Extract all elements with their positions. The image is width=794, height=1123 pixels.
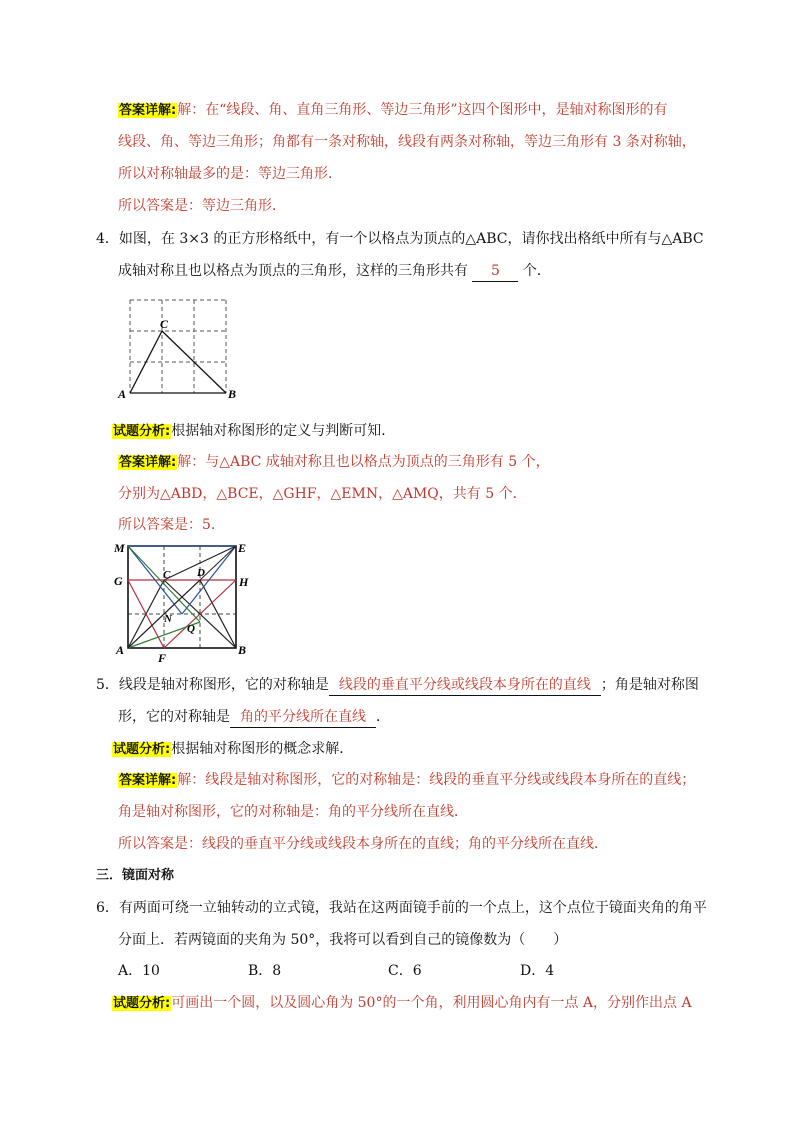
label-d: D <box>197 567 205 579</box>
answer-detail-label: 答案详解: <box>119 455 177 470</box>
q5-detail-line2: 角是轴对称图形，它的对称轴是：角的平分线所在直线． <box>118 804 468 820</box>
label-g: G <box>114 574 123 588</box>
label-c: C <box>160 317 169 331</box>
label-q: Q <box>187 623 195 635</box>
label-m: M <box>114 541 125 555</box>
q6-option-b: B．8 <box>248 963 282 979</box>
section-title: 三．镜面对称 <box>96 868 175 883</box>
q6-option-c: C．6 <box>388 963 422 979</box>
label-e: E <box>238 541 247 555</box>
figure-solution-grid <box>110 538 250 666</box>
analysis-label: 试题分析: <box>113 424 171 439</box>
q5-answer-blank-2: 角的平分线所在直线 <box>230 707 376 728</box>
q5-answer-blank-1: 线段的垂直平分线或线段本身所在的直线 <box>329 675 601 696</box>
label-c: C <box>163 569 171 581</box>
q6-option-a: A．10 <box>118 963 160 979</box>
answer-detail-label: 答案详解: <box>119 103 177 118</box>
label-b: B <box>228 387 237 401</box>
q5-answer-line: 所以答案是：线段的垂直平分线或线段本身所在的直线；角的平分线所在直线． <box>118 836 608 852</box>
q4-question-line1: 4．如图，在 3×3 的正方形格纸中，有一个以格点为顶点的△ABC，请你找出格纸中所有与△ABC <box>96 231 704 247</box>
figure-triangle-abc <box>112 292 244 404</box>
answer-detail-label: 答案详解: <box>119 773 177 788</box>
q5-question-line1: 5．线段是轴对称图形，它的对称轴是 线段的垂直平分线或线段本身所在的直线 ；角是轴对称图 <box>96 675 699 696</box>
q6-question-line2: 分面上．若两镜面的夹角为 50°，我将可以看到自己的镜像数为（ ） <box>118 932 568 948</box>
label-a: A <box>118 387 127 401</box>
q4-question-line2: 成轴对称且也以格点为顶点的三角形，这样的三角形共有 5 个． <box>118 261 551 282</box>
q6-question-line1: 6．有两面可绕一立轴转动的立式镜，我站在这两面镜手前的一个点上，这个点位于镜面夹角的角平 <box>96 900 707 916</box>
analysis-label: 试题分析: <box>113 996 171 1011</box>
q4-detail-line1: 答案详解:解：与△ABC 成轴对称且也以格点为顶点的三角形有 5 个， <box>119 454 550 470</box>
q6-analysis: 试题分析:可画出一个圆，以及圆心角为 50°的一个角，利用圆心角内有一点 A，分别作出点 A <box>113 995 692 1011</box>
q4-answer-line: 所以答案是：5． <box>118 517 225 533</box>
q3-answer-line: 所以答案是：等边三角形． <box>118 198 286 214</box>
analysis-label: 试题分析: <box>113 742 171 757</box>
q5-question-line2: 形，它的对称轴是 角的平分线所在直线 ． <box>118 707 390 728</box>
q3-detail-line2: 线段、角、等边三角形；角都有一条对称轴，线段有两条对称轴，等边三角形有 3 条对称轴， <box>118 134 696 150</box>
q4-detail-line2: 分别为△ABD，△BCE，△GHF，△EMN，△AMQ，共有 5 个． <box>118 486 527 502</box>
label-n: N <box>164 613 172 625</box>
label-b: B <box>238 643 247 657</box>
label-f: F <box>158 651 167 665</box>
q3-detail-line3: 所以对称轴最多的是：等边三角形． <box>118 166 342 182</box>
q4-analysis: 试题分析:根据轴对称图形的定义与判断可知． <box>113 423 396 439</box>
q5-analysis: 试题分析:根据轴对称图形的概念求解． <box>113 741 354 757</box>
q5-detail-line1: 答案详解:解：线段是轴对称图形，它的对称轴是：线段的垂直平分线或线段本身所在的直线； <box>119 772 696 788</box>
label-a: A <box>116 643 125 657</box>
q4-answer-blank: 5 <box>472 261 518 282</box>
q6-option-d: D．4 <box>520 963 555 979</box>
q3-detail-line1: 答案详解:解：在“线段、角、直角三角形、等边三角形”这四个图形中，是轴对称图形的有 <box>119 102 668 118</box>
label-h: H <box>239 575 249 589</box>
